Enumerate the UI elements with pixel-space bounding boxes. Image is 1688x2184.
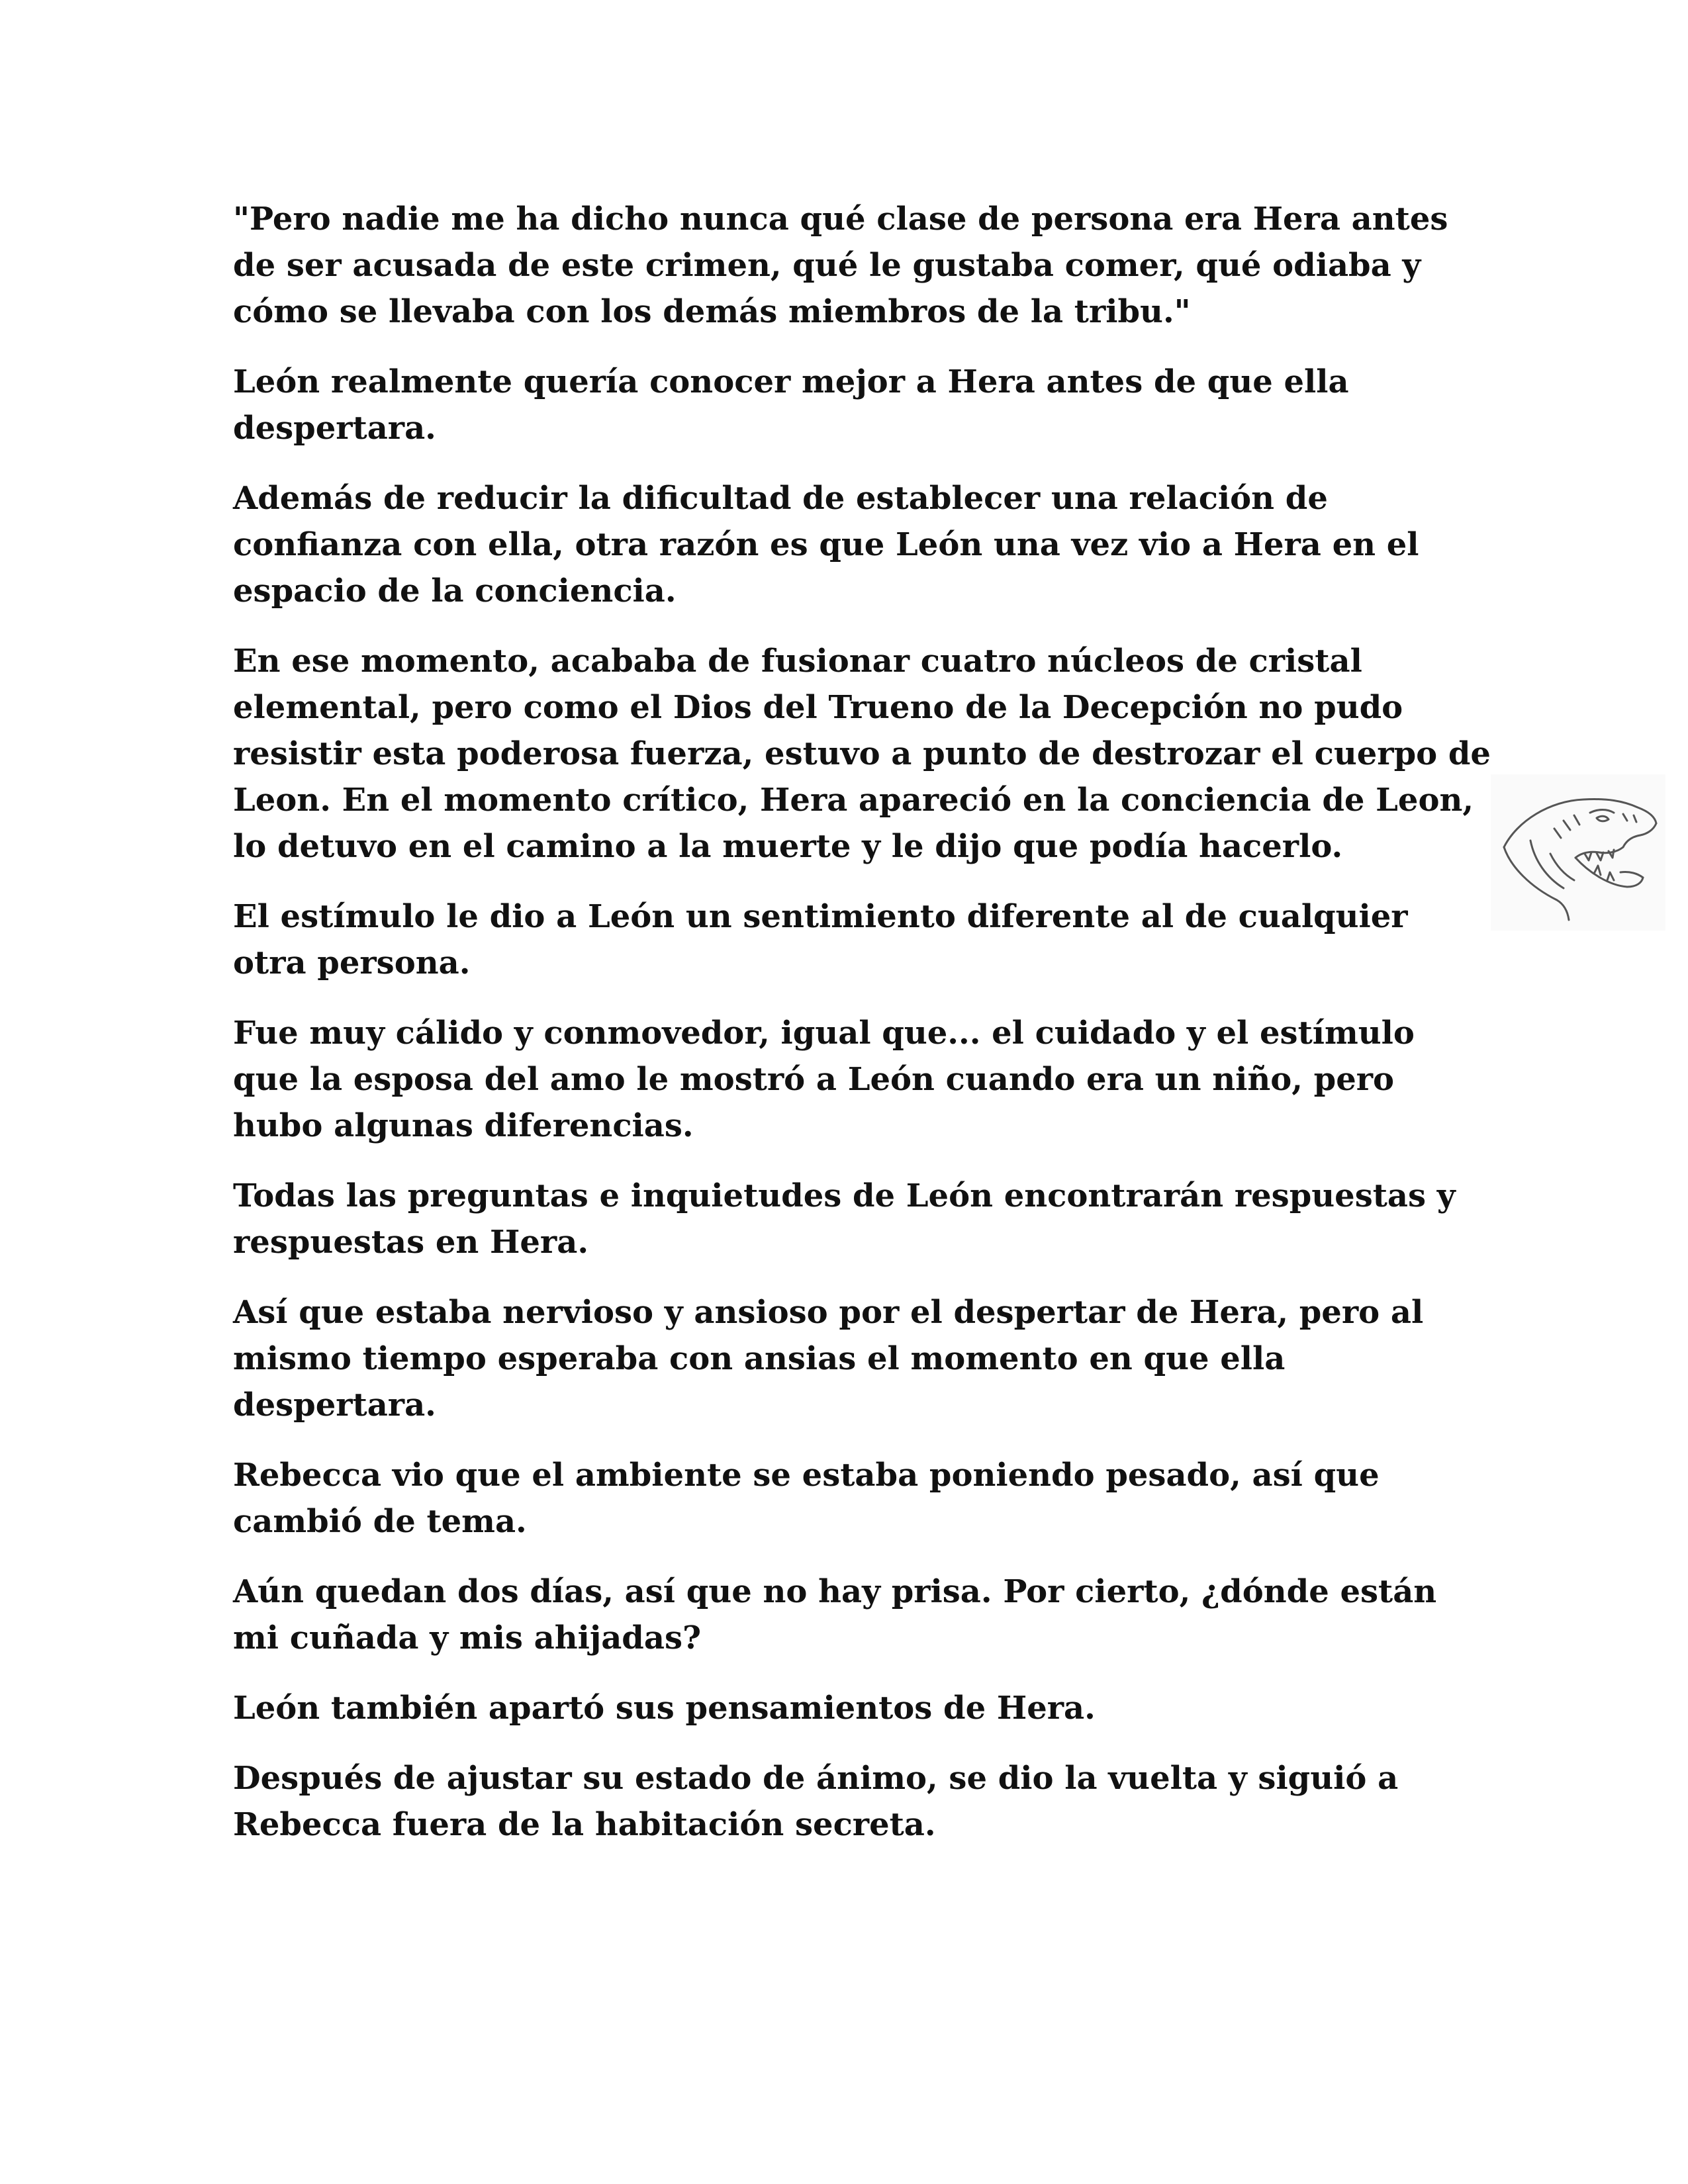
paragraph-6: Fue muy cálido y conmovedor, igual que... el cuidado y el estímulo que la esposa del amo le mostró a León cuando era un niño, pero hubo algunas diferencias. [233, 1015, 1415, 1144]
paragraph-12: Después de ajustar su estado de ánimo, se dio la vuelta y siguió a Rebecca fuera de la habitación secreta. [233, 1760, 1399, 1843]
paragraph-4: En ese momento, acababa de fusionar cuatro núcleos de cristal elemental, pero como el Dios del Trueno de la Decepción no pudo resistir esta poderosa fuerza, estuvo a punto de destrozar el cuerpo de Leon. En el momento crítico, Hera apareció en la conciencia de Leon, lo detuvo en el camino a la muerte y le dijo que podía hacerlo. [233, 643, 1491, 865]
paragraph-8: Así que estaba nervioso y ansioso por el despertar de Hera, pero al mismo tiempo esperaba con ansias el momento en que ella despertara. [233, 1294, 1424, 1424]
paragraph-10: Aún quedan dos días, así que no hay prisa. Por cierto, ¿dónde están mi cuñada y mis ahijadas? [233, 1573, 1437, 1657]
paragraph-2: León realmente quería conocer mejor a Hera antes de que ella despertara. [233, 363, 1349, 447]
paragraph-1: "Pero nadie me ha dicho nunca qué clase de persona era Hera antes de ser acusada de este crimen, qué le gustaba comer, qué odiaba y cómo se llevaba con los demás miembros de la tribu." [233, 201, 1448, 330]
paragraph-11: León también apartó sus pensamientos de Hera. [233, 1690, 1096, 1727]
dinosaur-head-sketch-icon [1491, 774, 1665, 931]
paragraph-5: El estímulo le dio a León un sentimiento diferente al de cualquier otra persona. [233, 898, 1408, 981]
body-text [233, 196, 1491, 1872]
dinosaur-watermark [1491, 774, 1665, 931]
paragraph-3: Además de reducir la dificultad de establecer una relación de confianza con ella, otra razón es que León una vez vio a Hera en el espacio de la conciencia. [233, 480, 1419, 610]
paragraph-7: Todas las preguntas e inquietudes de León encontrarán respuestas y respuestas en Hera. [233, 1177, 1456, 1261]
paragraph-9: Rebecca vio que el ambiente se estaba poniendo pesado, así que cambió de tema. [233, 1457, 1380, 1540]
